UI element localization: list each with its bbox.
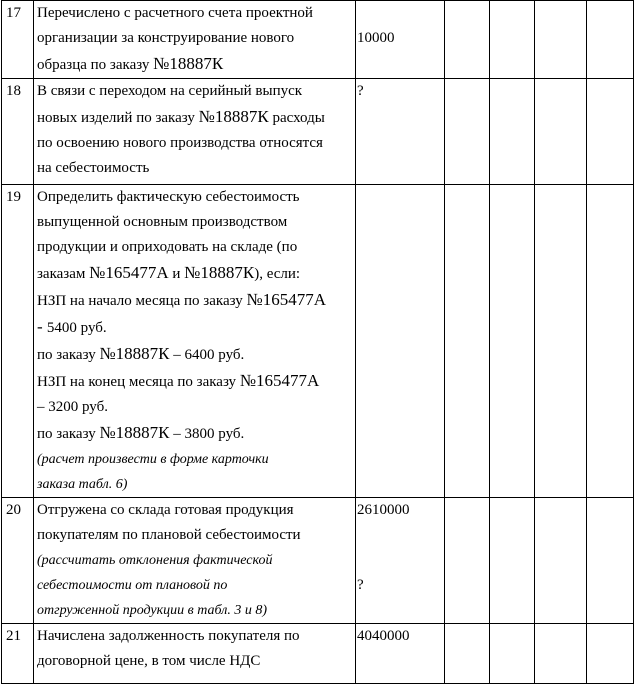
- amount-value-secondary: ?: [357, 577, 364, 593]
- empty-cell: [490, 1, 535, 79]
- operation-description: [34, 79, 356, 185]
- operations-table: [1, 0, 634, 684]
- operation-description: [34, 185, 356, 498]
- description-line: НЗП на конец месяца по заказу №165477А: [37, 371, 320, 390]
- description-line: на себестоимость: [37, 160, 150, 176]
- calculation-note: (расчет произвести в форме карточки: [37, 452, 269, 467]
- calculation-note: заказа табл. 6): [37, 477, 128, 492]
- description-line: покупателям по плановой себестоимости: [37, 527, 301, 543]
- description-line: новых изделий по заказу №18887К расходы: [37, 107, 325, 126]
- empty-cell: [445, 79, 490, 185]
- description-line: – 3200 руб.: [37, 399, 108, 415]
- amount-cell: [356, 79, 445, 185]
- empty-cell: [490, 498, 535, 624]
- operation-description: [34, 498, 356, 624]
- empty-cell: [490, 624, 535, 684]
- description-line: НЗП на начало месяца по заказу №165477А: [37, 290, 326, 309]
- description-line: договорной цене, в том числе НДС: [37, 653, 261, 669]
- table-row: [2, 1, 634, 79]
- empty-cell: [587, 79, 634, 185]
- empty-cell: [535, 624, 587, 684]
- empty-cell: [445, 185, 490, 498]
- amount-value: 10000: [357, 30, 395, 46]
- empty-cell: [490, 79, 535, 185]
- table-row: [2, 79, 634, 185]
- empty-cell: [445, 624, 490, 684]
- description-line: организации за конструирование нового: [37, 30, 295, 46]
- empty-cell: [535, 1, 587, 79]
- empty-cell: [490, 185, 535, 498]
- operation-description: [34, 624, 356, 684]
- row-number: 18: [2, 79, 34, 185]
- table-row: [2, 498, 634, 624]
- row-number: 17: [2, 1, 34, 79]
- amount-cell: [356, 1, 445, 79]
- empty-cell: [587, 185, 634, 498]
- empty-cell: [587, 498, 634, 624]
- description-line: Перечислено с расчетного счета проектной: [37, 5, 313, 21]
- description-line: образца по заказу №18887К: [37, 54, 224, 73]
- amount-cell: [356, 624, 445, 684]
- description-line: В связи с переходом на серийный выпуск: [37, 83, 303, 99]
- description-line: заказам №165477А и №18887К), если:: [37, 263, 301, 282]
- empty-cell: [535, 79, 587, 185]
- amount-value: ?: [357, 83, 364, 99]
- description-line: по заказу №18887К – 3800 руб.: [37, 423, 245, 442]
- table-row: [2, 185, 634, 498]
- description-line: Начислена задолженность покупателя по: [37, 628, 300, 644]
- empty-cell: [445, 1, 490, 79]
- description-line: Отгружена со склада готовая продукция: [37, 502, 294, 518]
- amount-value: 4040000: [357, 628, 410, 644]
- description-line: по заказу №18887К – 6400 руб.: [37, 344, 245, 363]
- calculation-note: себестоимости от плановой по: [37, 578, 228, 593]
- description-line: продукции и оприходовать на складе (по: [37, 239, 298, 255]
- row-number: 20: [2, 498, 34, 624]
- amount-cell: [356, 185, 445, 498]
- description-line: - 5400 руб.: [37, 317, 107, 336]
- amount-value: 2610000: [357, 502, 410, 518]
- empty-cell: [535, 498, 587, 624]
- description-line: Определить фактическую себестоимость: [37, 189, 300, 205]
- description-line: по освоению нового производства относятся: [37, 135, 323, 151]
- calculation-note: отгруженной продукции в табл. 3 и 8): [37, 603, 267, 618]
- operation-description: [34, 1, 356, 79]
- calculation-note: (рассчитать отклонения фактической: [37, 553, 273, 568]
- empty-cell: [587, 624, 634, 684]
- row-number: 19: [2, 185, 34, 498]
- description-line: выпущенной основным производством: [37, 214, 288, 230]
- empty-cell: [587, 1, 634, 79]
- amount-cell: [356, 498, 445, 624]
- row-number: 21: [2, 624, 34, 684]
- empty-cell: [445, 498, 490, 624]
- empty-cell: [535, 185, 587, 498]
- table-row: [2, 624, 634, 684]
